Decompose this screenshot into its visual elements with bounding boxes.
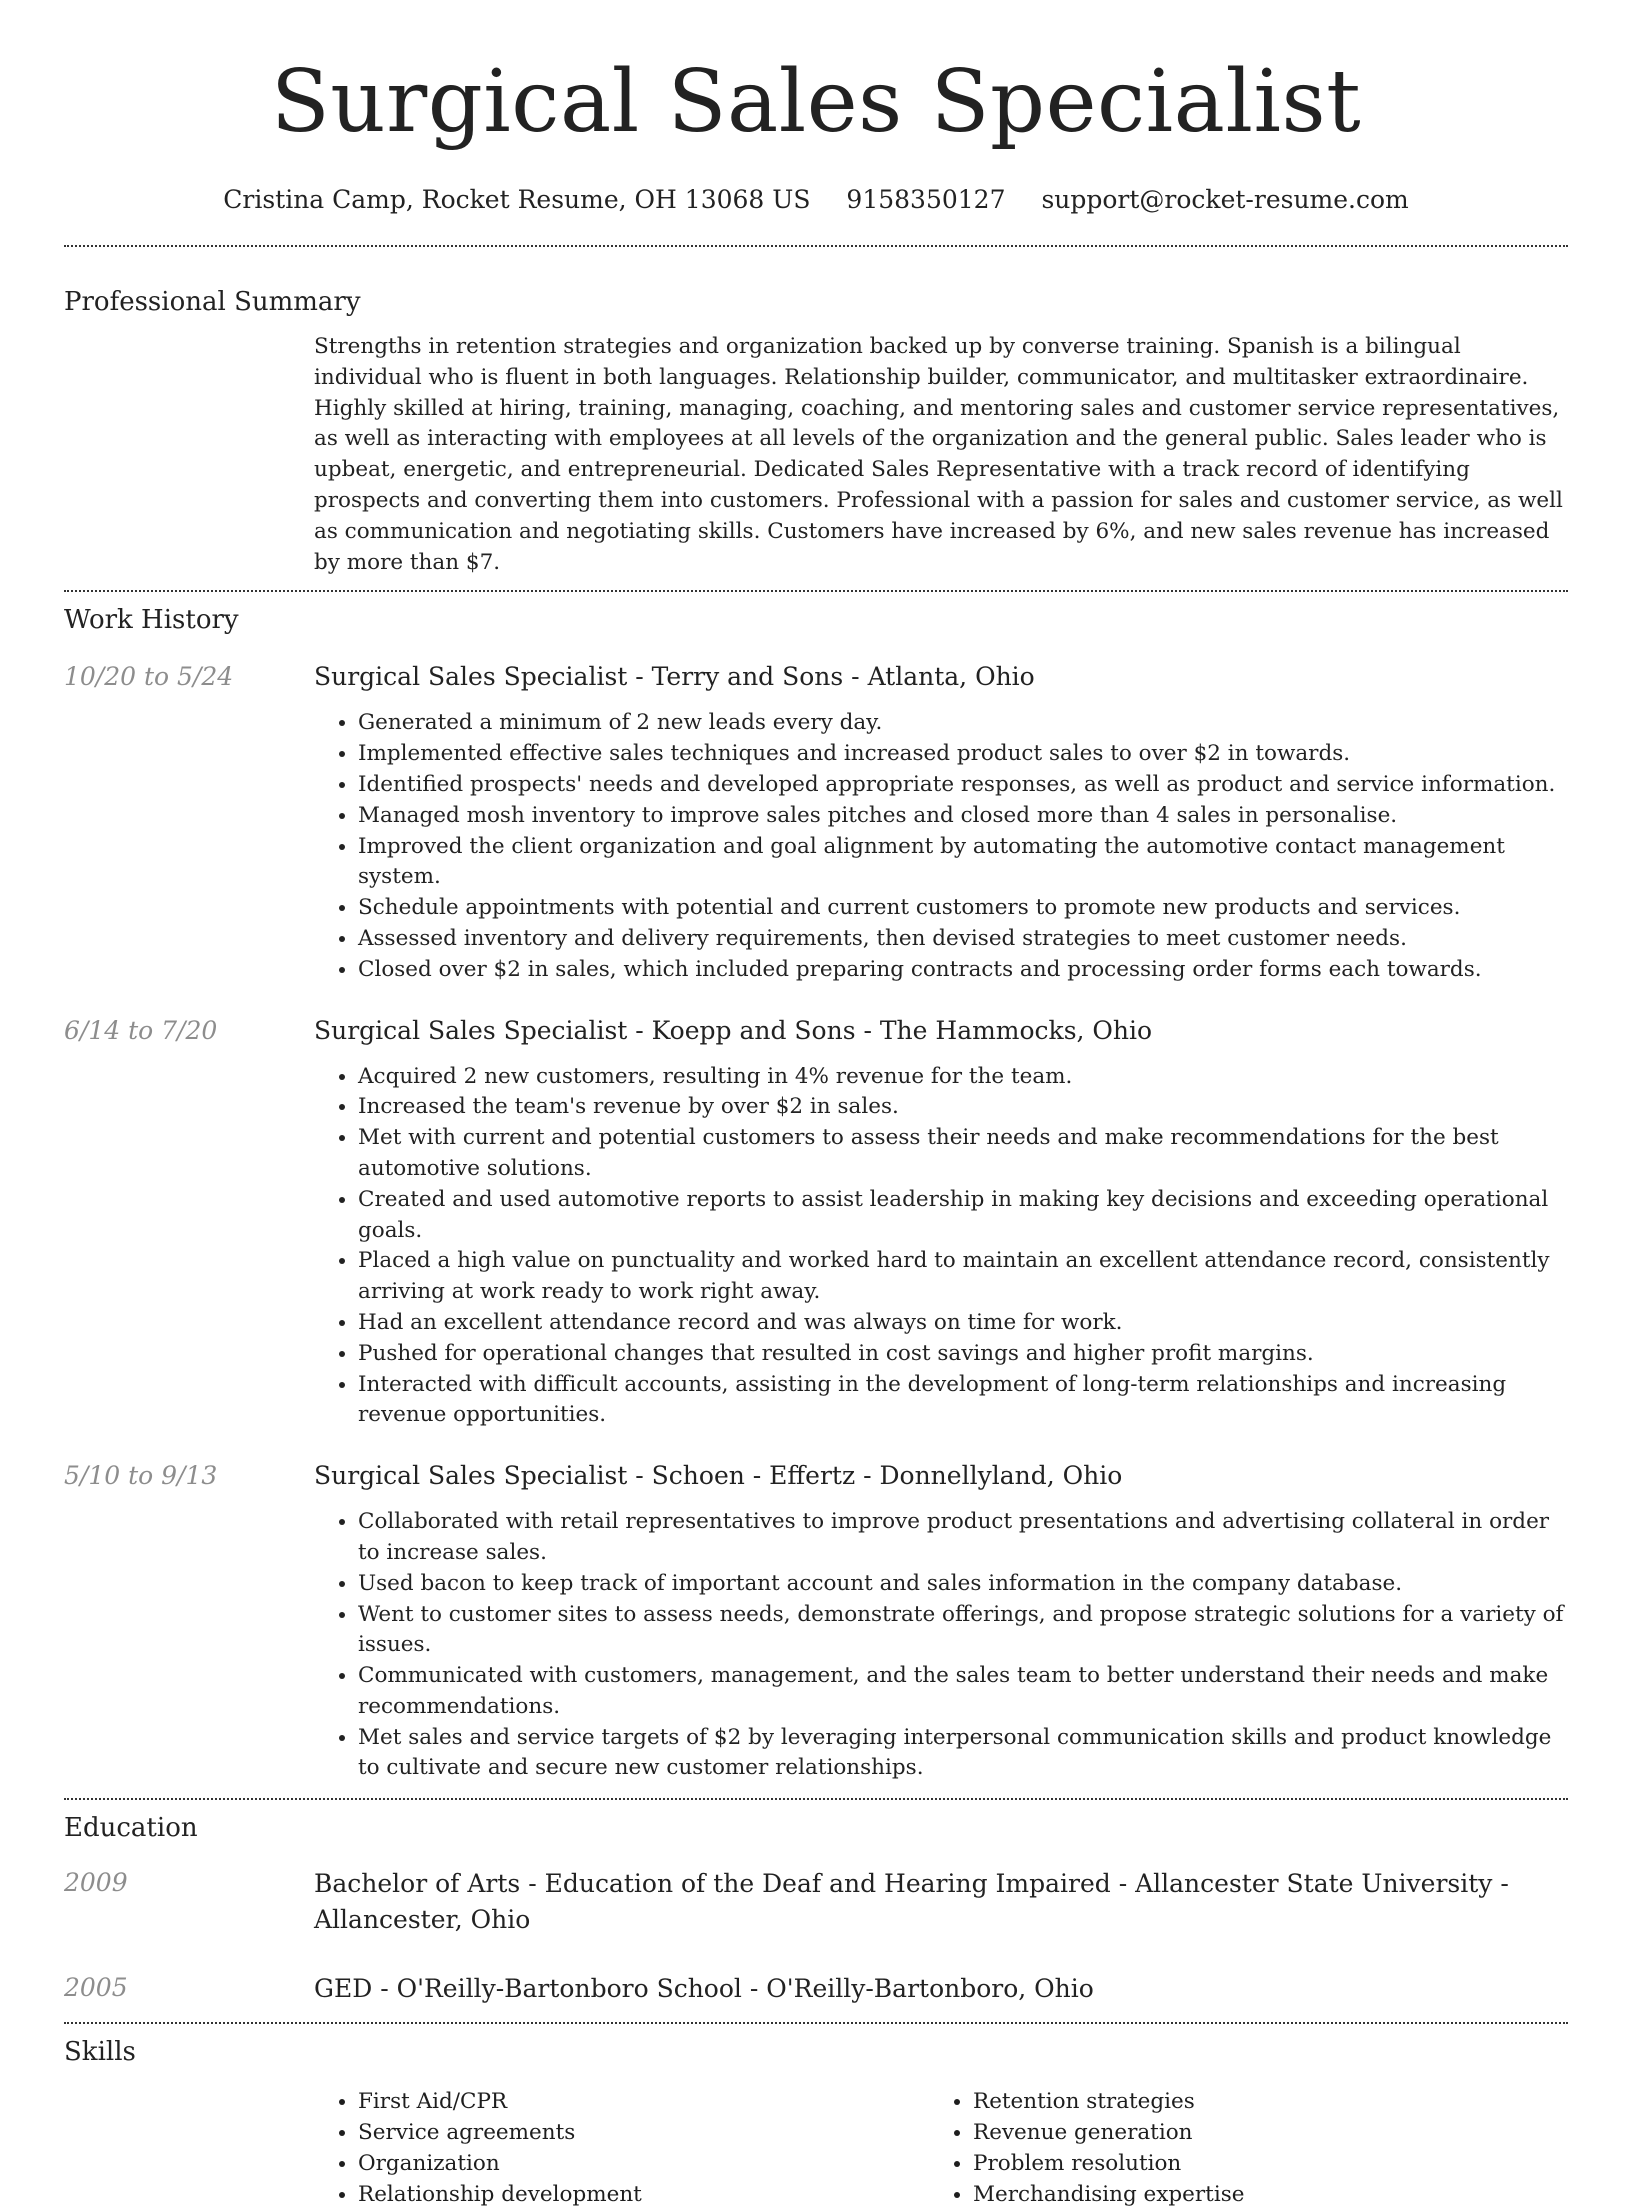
list-item: • Created and used automotive reports to assist leadership in making key decisions and exceeding operational goals. [358,1185,1568,1247]
skill-item: • Problem resolution [973,2149,1544,2180]
skills-column-left [314,2087,929,2210]
contact-line [0,184,1632,216]
education-heading: Education [64,1813,198,1844]
list-item: • Identified prospects' needs and developed appropriate responses, as well as product and service information. [358,770,1568,801]
education-year: 2009 [64,1868,128,1898]
skill-item: • Retention strategies [973,2087,1544,2118]
list-item: • Managed mosh inventory to improve sales pitches and closed more than 4 sales in personalise. [358,801,1568,832]
work-heading: Work History [64,605,239,636]
resume-header [0,0,1632,216]
summary-heading: Professional Summary [64,287,361,317]
summary-text: Strengths in retention strategies and organization backed up by converse training. Spanish is a bilingual individual who is fluent in both languages. Relationship builder, communicator, and multitasker extraordinaire. Highly skilled at hiring, training, managing, coaching, and mentoring sales and customer service representatives, as well as interacting with employees at all levels of the organization and the general public. Sales leader who is upbeat, energetic, and entrepreneurial. Dedicated Sales Representative with a track record of identifying prospects and converting them into customers. Professional with a passion for sales and customer service, as well as communication and negotiating skills. Customers have increased by 6%, and new sales revenue has increased by more than $7. [314,334,1563,575]
list-item: • Schedule appointments with potential and current customers to promote new products and services. [358,893,1568,924]
list-item: • Improved the client organization and goal alignment by automating the automotive contact management system. [358,832,1568,894]
job-title: Surgical Sales Specialist - Koepp and Sons - The Hammocks, Ohio [314,1015,1153,1045]
skills-column-right [929,2087,1544,2210]
contact-email: support@rocket-resume.com [1041,185,1409,214]
list-item: • Pushed for operational changes that resulted in cost savings and higher profit margins. [358,1339,1568,1370]
list-item: • Met with current and potential customers to assess their needs and make recommendations for the best automotive solutions. [358,1123,1568,1185]
job-entry [64,1014,1568,1432]
job-entry [64,660,1568,985]
work-section [0,592,1632,1784]
list-item: • Assessed inventory and delivery requirements, then devised strategies to meet customer needs. [358,924,1568,955]
list-item: • Implemented effective sales techniques and increased product sales to over $2 in towards. [358,739,1568,770]
job-title: Surgical Sales Specialist - Terry and Sons - Atlanta, Ohio [314,662,1035,692]
list-item: • Placed a high value on punctuality and worked hard to maintain an excellent attendance record, consistently arriving at work ready to work right away. [358,1246,1568,1308]
education-entry [64,1971,1568,2007]
skill-item: • Relationship development [358,2180,929,2210]
education-section [0,1800,1632,2007]
job-bullets [314,1507,1568,1784]
summary-section [0,247,1632,578]
skill-item: • Merchandising expertise [973,2180,1544,2210]
education-title: GED - O'Reilly-Bartonboro School - O'Reilly-Bartonboro, Ohio [314,1974,1094,2004]
education-entry [64,1866,1568,1938]
job-bullets [314,1062,1568,1432]
skills-heading: Skills [64,2037,136,2068]
list-item: • Communicated with customers, management, and the sales team to better understand their needs and make recommendations. [358,1661,1568,1723]
skill-item: • Service agreements [358,2118,929,2149]
job-dates: 5/10 to 9/13 [64,1461,218,1491]
list-item: • Went to customer sites to assess needs, demonstrate offerings, and propose strategic solutions for a variety of issues. [358,1600,1568,1662]
list-item: • Acquired 2 new customers, resulting in 4% revenue for the team. [358,1062,1568,1093]
list-item: • Increased the team's revenue by over $2 in sales. [358,1092,1568,1123]
list-item: • Met sales and service targets of $2 by leveraging interpersonal communication skills and product knowledge to cultivate and secure new customer relationships. [358,1723,1568,1785]
job-entry [64,1459,1568,1784]
list-item: • Collaborated with retail representatives to improve product presentations and advertising collateral in order to increase sales. [358,1507,1568,1569]
list-item: • Closed over $2 in sales, which included preparing contracts and processing order forms each towards. [358,955,1568,986]
job-dates: 10/20 to 5/24 [64,662,234,692]
list-item: • Used bacon to keep track of important account and sales information in the company database. [358,1569,1568,1600]
education-year: 2005 [64,1973,128,2003]
skill-item: • Revenue generation [973,2118,1544,2149]
skill-item: • Organization [358,2149,929,2180]
contact-phone: 9158350127 [846,185,1006,214]
list-item: • Generated a minimum of 2 new leads every day. [358,708,1568,739]
education-title: Bachelor of Arts - Education of the Deaf and Hearing Impaired - Allancester State University - Allancester, Ohio [314,1869,1509,1935]
contact-address: Cristina Camp, Rocket Resume, OH 13068 US [223,185,811,214]
job-title: Surgical Sales Specialist - Schoen - Effertz - Donnellyland, Ohio [314,1461,1123,1491]
page-title: Surgical Sales Specialist [270,52,1362,152]
job-dates: 6/14 to 7/20 [64,1015,218,1045]
skills-section [0,2024,1632,2210]
list-item: • Had an excellent attendance record and was always on time for work. [358,1308,1568,1339]
skill-item: • First Aid/CPR [358,2087,929,2118]
job-bullets [314,708,1568,985]
list-item: • Interacted with difficult accounts, assisting in the development of long-term relationships and increasing revenue opportunities. [358,1370,1568,1432]
